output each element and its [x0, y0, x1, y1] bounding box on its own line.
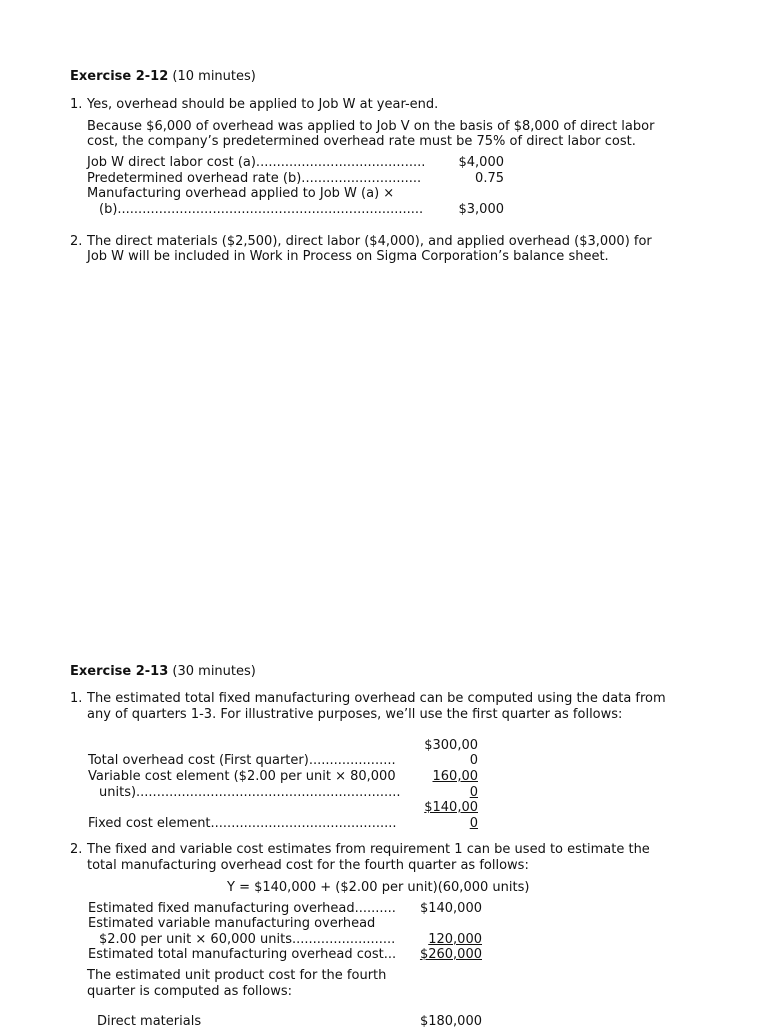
ex13-t2-total-label: Estimated total manufacturing overhead cost...: [88, 947, 397, 962]
ex12-item-1-text: Yes, overhead should be applied to Job W at year-end.: [87, 97, 439, 112]
ex13-item-2-line-2: total manufacturing overhead cost for the fourth quarter as follows:: [87, 858, 529, 873]
ex13-t1-value-underlined: 0: [469, 785, 478, 800]
ex12-explanation-line-1: Because $6,000 of overhead was applied to Job V on the basis of $8,000 of direct labor: [87, 119, 655, 134]
ex13-t1-value-underlined: 160,00: [432, 769, 478, 784]
ex12-row-value: 0.75: [475, 171, 504, 186]
ex13-t1-value: [418, 800, 478, 815]
ex13-t1-variable-cost-label-cont: units)................................................................: [99, 785, 401, 800]
exercise-2-12-duration: (10 minutes): [168, 69, 256, 84]
ex13-t2-total-value-underlined: $260,000: [419, 947, 482, 962]
ex13-t2-variable-value: [414, 932, 482, 947]
ex13-t1-value: [418, 769, 478, 784]
ex13-t1-value-underlined: $140,00: [424, 800, 478, 815]
ex13-t1-total-overhead-label: Total overhead cost (First quarter).....................: [88, 753, 396, 768]
ex13-t1-value: 0: [469, 753, 478, 768]
ex12-row-value: $3,000: [458, 202, 504, 217]
ex13-direct-materials-value: $180,000: [419, 1014, 482, 1029]
ex12-row-label: Predetermined overhead rate (b).............................: [87, 171, 422, 186]
ex13-item-1-number: 1.: [70, 691, 83, 706]
exercise-2-12-title: Exercise 2-12: [70, 69, 169, 84]
ex13-unit-cost-line-2: quarter is computed as follows:: [87, 984, 292, 999]
ex13-t1-value: [418, 785, 478, 800]
ex13-t2-variable-detail-label: $2.00 per unit × 60,000 units.........................: [99, 932, 396, 947]
ex13-item-1-line-2: any of quarters 1-3. For illustrative purposes, we’ll use the first quarter as follows:: [87, 707, 623, 722]
ex12-row-label: Job W direct labor cost (a).........................................: [87, 155, 426, 170]
ex13-t1-variable-cost-label: Variable cost element ($2.00 per unit × 80,000: [88, 769, 396, 784]
ex13-t2-variable-label: Estimated variable manufacturing overhead: [88, 916, 376, 931]
ex12-item-2-line-2: Job W will be included in Work in Process on Sigma Corporation’s balance sheet.: [87, 249, 609, 264]
ex12-item-1-number: 1.: [70, 97, 83, 112]
ex12-explanation-line-2: cost, the company’s predetermined overhead rate must be 75% of direct labor cost.: [87, 134, 636, 149]
ex12-row-value: $4,000: [458, 155, 504, 170]
ex13-unit-cost-line-1: The estimated unit product cost for the fourth: [87, 968, 387, 983]
ex13-t1-value-underlined: 0: [469, 816, 478, 831]
ex13-t2-total-value: [414, 947, 482, 962]
ex13-equation: Y = $140,000 + ($2.00 per unit)(60,000 units): [227, 880, 530, 895]
ex13-item-2-line-1: The fixed and variable cost estimates from requirement 1 can be used to estimate the: [87, 842, 650, 857]
ex12-item-2-number: 2.: [70, 234, 83, 249]
exercise-2-13-heading: [70, 664, 256, 679]
ex13-t1-value: $300,00: [424, 738, 478, 753]
ex13-t1-value: [418, 816, 478, 831]
ex13-t2-fixed-value: $140,000: [419, 901, 482, 916]
ex13-t2-variable-value-underlined: 120,000: [428, 932, 482, 947]
ex13-item-1-line-1: The estimated total fixed manufacturing overhead can be computed using the data from: [87, 691, 666, 706]
exercise-2-13-title: Exercise 2-13: [70, 664, 169, 679]
ex13-item-2-number: 2.: [70, 842, 83, 857]
exercise-2-12-heading: [70, 69, 256, 84]
ex12-row-label: Manufacturing overhead applied to Job W (a) ×: [87, 186, 395, 201]
exercise-2-13-duration: (30 minutes): [168, 664, 256, 679]
ex13-direct-materials-label: Direct materials: [97, 1014, 202, 1029]
ex12-item-2-line-1: The direct materials ($2,500), direct labor ($4,000), and applied overhead ($3,000) for: [87, 234, 652, 249]
ex12-row-label: (b)..........................................................................: [99, 202, 424, 217]
ex13-t2-fixed-label: Estimated fixed manufacturing overhead..........: [88, 901, 396, 916]
ex13-t1-fixed-cost-label: Fixed cost element.............................................: [88, 816, 397, 831]
